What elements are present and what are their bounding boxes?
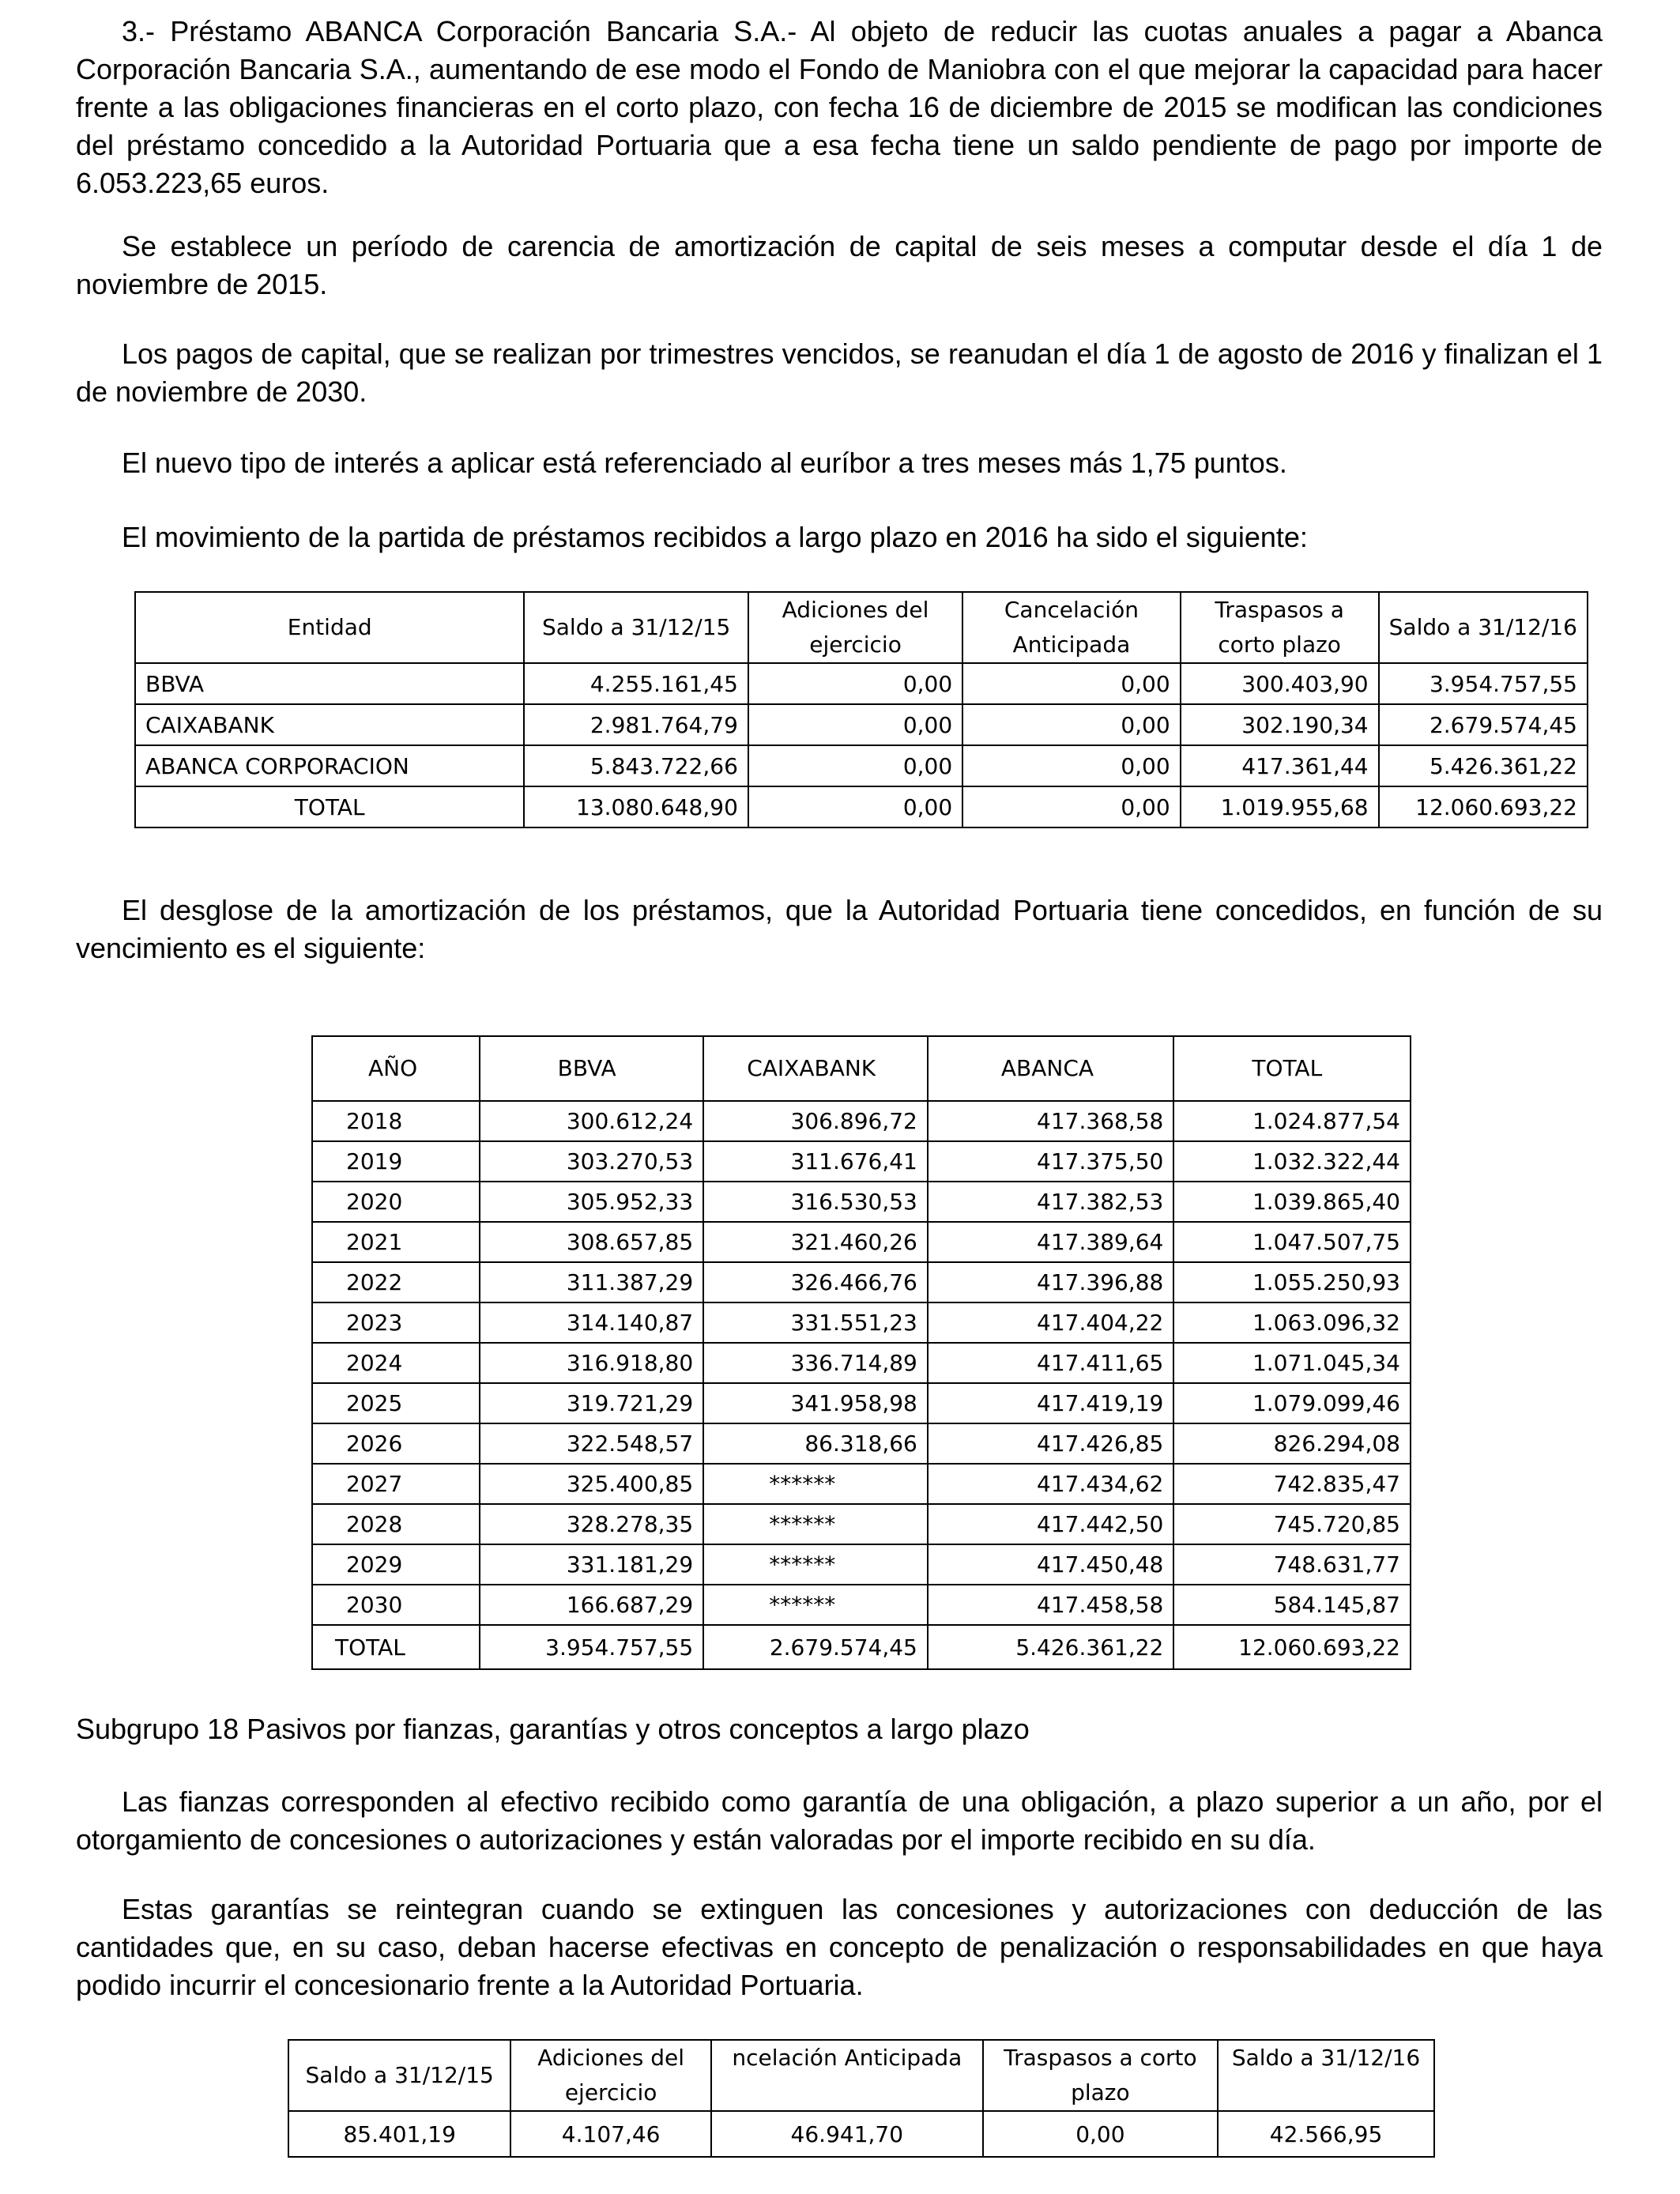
cell-traspasos: 1.019.955,68 bbox=[1181, 786, 1379, 827]
table-header-row bbox=[288, 2040, 1434, 2111]
table-row bbox=[135, 745, 1588, 786]
cell-caixabank: ****** bbox=[703, 1504, 928, 1544]
cell-cancelacion: 0,00 bbox=[962, 786, 1180, 827]
cell-bbva: 325.400,85 bbox=[480, 1464, 704, 1504]
paragraph-movimiento-intro: El movimiento de la partida de préstamos recibidos a largo plazo en 2016 ha sido el siguiente: bbox=[122, 521, 1308, 553]
cell-year: 2026 bbox=[312, 1423, 480, 1464]
cell-total: 1.063.096,32 bbox=[1173, 1302, 1411, 1343]
cell-saldo-2015: 4.255.161,45 bbox=[524, 663, 748, 704]
cell-total: 748.631,77 bbox=[1173, 1544, 1411, 1585]
cell-bbva: 314.140,87 bbox=[480, 1302, 704, 1343]
table-row bbox=[312, 1101, 1411, 1141]
cell-saldo-2016: 3.954.757,55 bbox=[1379, 663, 1588, 704]
table-row bbox=[312, 1302, 1411, 1343]
cell-year: 2019 bbox=[312, 1141, 480, 1182]
section-heading-subgrupo-18: Subgrupo 18 Pasivos por fianzas, garantías y otros conceptos a largo plazo bbox=[76, 1713, 1030, 1745]
paragraph-fianzas: Las fianzas corresponden al efectivo recibido como garantía de una obligación, a plazo superior a un año, por el otorgamiento de concesiones o autorizaciones y están valoradas por el importe recibido en su día. bbox=[76, 1785, 1603, 1856]
cell-year: 2024 bbox=[312, 1343, 480, 1383]
cell-year: 2020 bbox=[312, 1182, 480, 1222]
cell-bbva: 3.954.757,55 bbox=[480, 1625, 704, 1669]
header-cancelacion: ncelación Anticipada bbox=[711, 2040, 983, 2111]
table-row bbox=[135, 704, 1588, 745]
cell-total-label: TOTAL bbox=[135, 786, 524, 827]
cell-abanca: 417.382,53 bbox=[928, 1182, 1173, 1222]
header-adiciones: Adiciones del ejercicio bbox=[748, 592, 962, 663]
cell-traspasos: 417.361,44 bbox=[1181, 745, 1379, 786]
table-row bbox=[288, 2111, 1434, 2157]
cell-year: 2030 bbox=[312, 1585, 480, 1625]
cell-cancelacion: 0,00 bbox=[962, 663, 1180, 704]
cell-saldo-2016: 2.679.574,45 bbox=[1379, 704, 1588, 745]
cell-bbva: 305.952,33 bbox=[480, 1182, 704, 1222]
cell-abanca: 417.404,22 bbox=[928, 1302, 1173, 1343]
header-caixabank: CAIXABANK bbox=[703, 1036, 928, 1101]
cell-caixabank: 2.679.574,45 bbox=[703, 1625, 928, 1669]
cell-bbva: 316.918,80 bbox=[480, 1343, 704, 1383]
cell-caixabank: 311.676,41 bbox=[703, 1141, 928, 1182]
cell-total: 745.720,85 bbox=[1173, 1504, 1411, 1544]
cell-abanca: 5.426.361,22 bbox=[928, 1625, 1173, 1669]
cell-bbva: 300.612,24 bbox=[480, 1101, 704, 1141]
cell-traspasos: 302.190,34 bbox=[1181, 704, 1379, 745]
table-total-row bbox=[135, 786, 1588, 827]
cell-abanca: 417.442,50 bbox=[928, 1504, 1173, 1544]
table-movimiento-prestamos bbox=[134, 591, 1588, 828]
table-row bbox=[312, 1182, 1411, 1222]
paragraph-pagos-capital: Los pagos de capital, que se realizan por trimestres vencidos, se reanudan el día 1 de agosto de 2016 y finalizan el 1 de noviembre de 2030. bbox=[76, 337, 1603, 408]
header-total: TOTAL bbox=[1173, 1036, 1411, 1101]
cell-saldo-2015: 2.981.764,79 bbox=[524, 704, 748, 745]
cell-caixabank: ****** bbox=[703, 1464, 928, 1504]
cell-abanca: 417.450,48 bbox=[928, 1544, 1173, 1585]
header-saldo-2016: Saldo a 31/12/16 bbox=[1379, 592, 1588, 663]
cell-caixabank: 306.896,72 bbox=[703, 1101, 928, 1141]
table-row bbox=[135, 663, 1588, 704]
table-row bbox=[312, 1262, 1411, 1302]
cell-abanca: 417.458,58 bbox=[928, 1585, 1173, 1625]
cell-caixabank: 86.318,66 bbox=[703, 1423, 928, 1464]
cell-adiciones: 0,00 bbox=[748, 704, 962, 745]
header-saldo-2015: Saldo a 31/12/15 bbox=[524, 592, 748, 663]
cell-total: 1.047.507,75 bbox=[1173, 1222, 1411, 1262]
cell-abanca: 417.426,85 bbox=[928, 1423, 1173, 1464]
cell-bbva: 331.181,29 bbox=[480, 1544, 704, 1585]
paragraph-tipo-interes: El nuevo tipo de interés a aplicar está referenciado al euríbor a tres meses más 1,75 puntos. bbox=[122, 447, 1287, 479]
cell-total: 1.024.877,54 bbox=[1173, 1101, 1411, 1141]
cell-bbva: 328.278,35 bbox=[480, 1504, 704, 1544]
header-traspasos: Traspasos a corto plazo bbox=[1181, 592, 1379, 663]
table-row bbox=[312, 1383, 1411, 1423]
cell-bbva: 303.270,53 bbox=[480, 1141, 704, 1182]
cell-abanca: 417.389,64 bbox=[928, 1222, 1173, 1262]
cell-total: 1.079.099,46 bbox=[1173, 1383, 1411, 1423]
cell-total: 12.060.693,22 bbox=[1173, 1625, 1411, 1669]
cell-caixabank: 321.460,26 bbox=[703, 1222, 928, 1262]
cell-caixabank: 326.466,76 bbox=[703, 1262, 928, 1302]
cell-caixabank: 331.551,23 bbox=[703, 1302, 928, 1343]
cell-total: 1.032.322,44 bbox=[1173, 1141, 1411, 1182]
cell-caixabank: ****** bbox=[703, 1585, 928, 1625]
table-row bbox=[312, 1141, 1411, 1182]
cell-saldo-2016: 42.566,95 bbox=[1218, 2111, 1434, 2157]
cell-caixabank: 341.958,98 bbox=[703, 1383, 928, 1423]
table-header-row bbox=[312, 1036, 1411, 1101]
cell-year: 2027 bbox=[312, 1464, 480, 1504]
cell-bbva: 166.687,29 bbox=[480, 1585, 704, 1625]
header-ano: AÑO bbox=[312, 1036, 480, 1101]
table-row bbox=[312, 1343, 1411, 1383]
header-saldo-2015: Saldo a 31/12/15 bbox=[288, 2040, 510, 2111]
table-fianzas bbox=[288, 2039, 1435, 2158]
cell-adiciones: 0,00 bbox=[748, 745, 962, 786]
paragraph-prestamo-abanca: 3.- Préstamo ABANCA Corporación Bancaria S.A.- Al objeto de reducir las cuotas anuales a pagar a Abanca Corporación Bancaria S.A., aumentando de ese modo el Fondo de Maniobra con el que mejorar la capacidad para hacer frente a las obligaciones financieras en el corto plazo, con fecha 16 de diciembre de 2015 se modifican las condiciones del préstamo concedido a la Autoridad Portuaria que a esa fecha tiene un saldo pendiente de pago por importe de 6.053.223,65 euros. bbox=[76, 15, 1603, 199]
cell-entidad: CAIXABANK bbox=[135, 704, 524, 745]
cell-bbva: 308.657,85 bbox=[480, 1222, 704, 1262]
cell-total: 1.039.865,40 bbox=[1173, 1182, 1411, 1222]
cell-saldo-2015: 85.401,19 bbox=[288, 2111, 510, 2157]
cell-saldo-2015: 13.080.648,90 bbox=[524, 786, 748, 827]
cell-traspasos: 300.403,90 bbox=[1181, 663, 1379, 704]
cell-adiciones: 4.107,46 bbox=[510, 2111, 711, 2157]
cell-saldo-2015: 5.843.722,66 bbox=[524, 745, 748, 786]
cell-total: 1.071.045,34 bbox=[1173, 1343, 1411, 1383]
table-row bbox=[312, 1464, 1411, 1504]
cell-total: 742.835,47 bbox=[1173, 1464, 1411, 1504]
cell-abanca: 417.368,58 bbox=[928, 1101, 1173, 1141]
table-desglose-amortizacion bbox=[311, 1035, 1411, 1670]
cell-bbva: 319.721,29 bbox=[480, 1383, 704, 1423]
paragraph-garantias: Estas garantías se reintegran cuando se extinguen las concesiones y autorizaciones con deducción de las cantidades que, en su caso, deban hacerse efectivas en concepto de penalización o responsabilidades en que haya podido incurrir el concesionario frente a la Autoridad Portuaria. bbox=[76, 1893, 1603, 2001]
header-saldo-2016: Saldo a 31/12/16 bbox=[1218, 2040, 1434, 2111]
header-entidad: Entidad bbox=[135, 592, 524, 663]
cell-total: 584.145,87 bbox=[1173, 1585, 1411, 1625]
cell-abanca: 417.434,62 bbox=[928, 1464, 1173, 1504]
cell-caixabank: 336.714,89 bbox=[703, 1343, 928, 1383]
cell-cancelacion: 0,00 bbox=[962, 704, 1180, 745]
cell-saldo-2016: 12.060.693,22 bbox=[1379, 786, 1588, 827]
cell-total-label: TOTAL bbox=[312, 1625, 480, 1669]
paragraph-periodo-carencia: Se establece un período de carencia de amortización de capital de seis meses a computar desde el día 1 de noviembre de 2015. bbox=[76, 230, 1603, 300]
cell-cancelacion: 0,00 bbox=[962, 745, 1180, 786]
cell-entidad: ABANCA CORPORACION bbox=[135, 745, 524, 786]
cell-adiciones: 0,00 bbox=[748, 786, 962, 827]
cell-caixabank: 316.530,53 bbox=[703, 1182, 928, 1222]
header-cancelacion: Cancelación Anticipada bbox=[962, 592, 1180, 663]
cell-year: 2021 bbox=[312, 1222, 480, 1262]
header-abanca: ABANCA bbox=[928, 1036, 1173, 1101]
cell-year: 2028 bbox=[312, 1504, 480, 1544]
paragraph-desglose-intro: El desglose de la amortización de los préstamos, que la Autoridad Portuaria tiene concedidos, en función de su vencimiento es el siguiente: bbox=[76, 894, 1603, 964]
header-bbva: BBVA bbox=[480, 1036, 704, 1101]
cell-adiciones: 0,00 bbox=[748, 663, 962, 704]
cell-saldo-2016: 5.426.361,22 bbox=[1379, 745, 1588, 786]
table-row bbox=[312, 1504, 1411, 1544]
table-header-row bbox=[135, 592, 1588, 663]
table-total-row bbox=[312, 1625, 1411, 1669]
table-row bbox=[312, 1423, 1411, 1464]
header-adiciones: Adiciones del ejercicio bbox=[510, 2040, 711, 2111]
cell-traspasos: 0,00 bbox=[983, 2111, 1218, 2157]
table-row bbox=[312, 1544, 1411, 1585]
cell-abanca: 417.419,19 bbox=[928, 1383, 1173, 1423]
table-row bbox=[312, 1585, 1411, 1625]
cell-year: 2025 bbox=[312, 1383, 480, 1423]
cell-year: 2022 bbox=[312, 1262, 480, 1302]
table-row bbox=[312, 1222, 1411, 1262]
cell-bbva: 311.387,29 bbox=[480, 1262, 704, 1302]
cell-total: 826.294,08 bbox=[1173, 1423, 1411, 1464]
cell-entidad: BBVA bbox=[135, 663, 524, 704]
cell-year: 2018 bbox=[312, 1101, 480, 1141]
cell-year: 2023 bbox=[312, 1302, 480, 1343]
header-traspasos: Traspasos a corto plazo bbox=[983, 2040, 1218, 2111]
cell-year: 2029 bbox=[312, 1544, 480, 1585]
cell-caixabank: ****** bbox=[703, 1544, 928, 1585]
cell-total: 1.055.250,93 bbox=[1173, 1262, 1411, 1302]
cell-abanca: 417.375,50 bbox=[928, 1141, 1173, 1182]
cell-abanca: 417.411,65 bbox=[928, 1343, 1173, 1383]
cell-cancelacion: 46.941,70 bbox=[711, 2111, 983, 2157]
cell-bbva: 322.548,57 bbox=[480, 1423, 704, 1464]
cell-abanca: 417.396,88 bbox=[928, 1262, 1173, 1302]
